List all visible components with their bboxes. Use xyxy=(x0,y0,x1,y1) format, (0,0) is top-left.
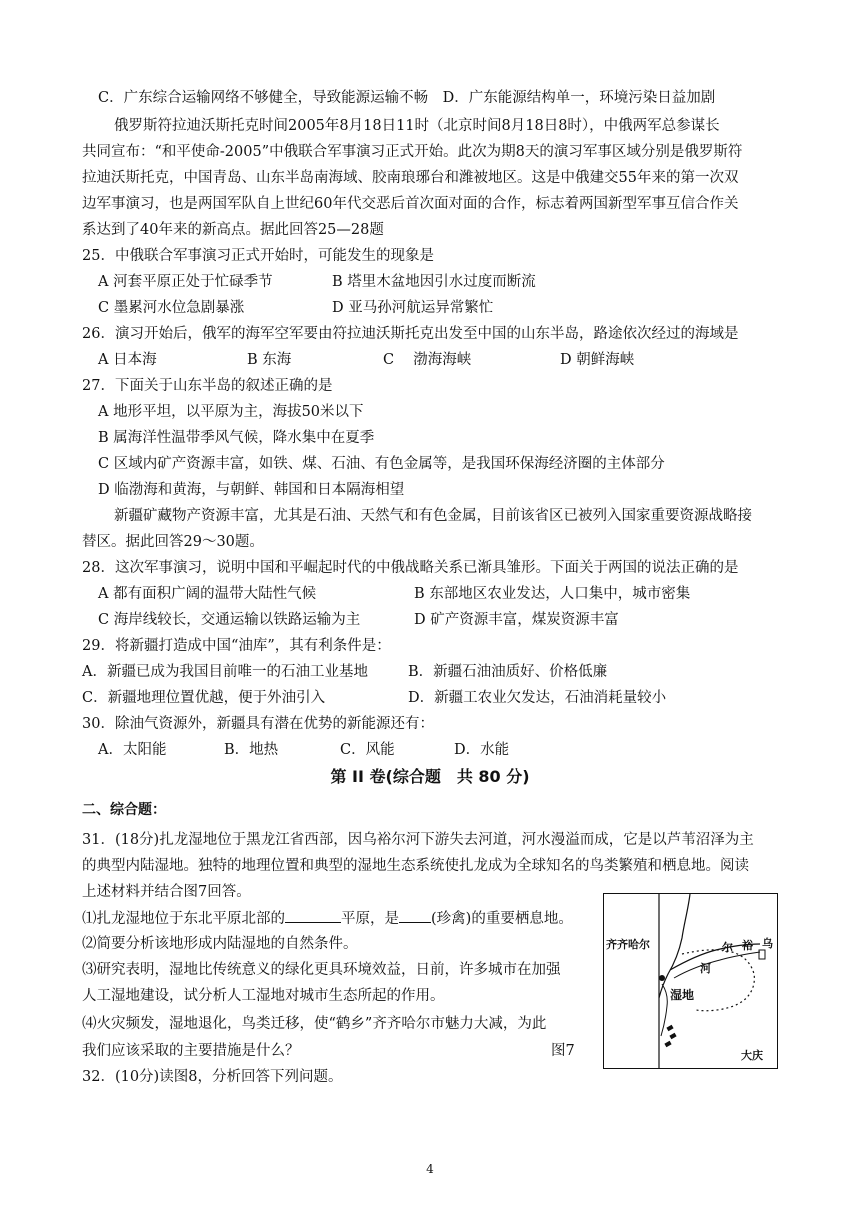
question-32: 32．(10分)读图8，分析回答下列问题。 xyxy=(82,1069,343,1085)
q28-option-d: D 矿产资源丰富，煤炭资源丰富 xyxy=(414,612,619,628)
q31-stem-line-2: 的典型内陆湿地。独特的地理位置和典型的湿地生态系统使扎龙成为全球知名的鸟类繁殖和栖息地。阅读 xyxy=(82,858,749,874)
q29-option-a: A．新疆已成为我国目前唯一的石油工业基地 xyxy=(82,664,368,680)
question-26: 26．演习开始后，俄军的海军空军要由符拉迪沃斯托克出发至中国的山东半岛，路途依次经过的海域是 xyxy=(82,326,739,342)
q25-option-d: D 亚马孙河航运异常繁忙 xyxy=(332,300,494,316)
q26-option-b: B 东海 xyxy=(247,352,292,368)
wuyuer-river-south-bank xyxy=(674,952,760,978)
lake-mark-2 xyxy=(669,1033,676,1039)
q28-option-c: C 海岸线较长，交通运输以铁路运输为主 xyxy=(98,612,361,628)
q29-option-b: B．新疆石油油质好、价格低廉 xyxy=(408,664,608,680)
question-25: 25．中俄联合军事演习正式开始时，可能发生的现象是 xyxy=(82,248,434,264)
map-label-river-he: 河 xyxy=(700,962,711,975)
page-number: 4 xyxy=(426,1162,434,1176)
map-label-daqing: 大庆 xyxy=(741,1049,763,1062)
q24-options-cd: C．广东综合运输网络不够健全，导致能源运输不畅 D．广东能源结构单一，环境污染日益加剧 xyxy=(98,90,716,106)
river-branch xyxy=(661,984,667,1036)
part-2-heading: 二、综合题： xyxy=(82,802,166,818)
section-ii-title: 第 II 卷(综合题 共 80 分) xyxy=(330,767,530,786)
passage-2-line-1: 新疆矿藏物产资源丰富，尤其是石油、天然气和有色金属，目前该省区已被列入国家重要资源战略接 xyxy=(114,508,752,524)
lake-mark-1 xyxy=(666,1025,673,1031)
q27-option-c: C 区域内矿产资源丰富，如铁、煤、石油、有色金属等，是我国环保海经济圈的主体部分 xyxy=(98,456,665,472)
passage-1-line-3: 拉迪沃斯托克，中国青岛、山东半岛南海域、胶南琅琊台和潍被地区。这是中俄建交55年来的第一次双 xyxy=(82,170,739,186)
answer-blank-plain[interactable] xyxy=(285,908,341,923)
q31-s1-text-a: ⑴扎龙湿地位于东北平原北部的 xyxy=(82,911,285,927)
q31-subquestion-1 xyxy=(82,908,573,929)
figure-7-map xyxy=(603,893,778,1069)
q31-subquestion-3-line-2: 人工湿地建设，试分析人工湿地对城市生态所起的作用。 xyxy=(82,988,445,1004)
q29-option-d: D．新疆工农业欠发达，石油消耗量较小 xyxy=(408,690,667,706)
q28-option-a: A 都有面积广阔的温带大陆性气候 xyxy=(98,586,317,602)
question-27: 27．下面关于山东半岛的叙述正确的是 xyxy=(82,378,333,394)
passage-1-line-2: 共同宣布：“和平使命-2005”中俄联合军事演习正式开始。此次为期8天的演习军事区域分别是俄罗斯符 xyxy=(82,144,743,160)
map-label-river-yu: 裕 xyxy=(742,939,753,952)
q31-stem-line-1: 31．(18分)扎龙湿地位于黑龙江省西部，因乌裕尔河下游失去河道，河水漫溢而成，它是以芦苇沼泽为主 xyxy=(82,832,754,848)
q25-option-a: A 河套平原正处于忙碌季节 xyxy=(98,274,273,290)
q30-option-a: A．太阳能 xyxy=(98,742,167,758)
qiqihar-city-dot xyxy=(659,975,665,981)
figure-7-caption: 图7 xyxy=(551,1043,575,1059)
q27-option-b: B 属海洋性温带季风气候，降水集中在夏季 xyxy=(98,430,375,446)
passage-1-line-1: 俄罗斯符拉迪沃斯托克时间2005年8月18日11时（北京时间8月18日8时），中俄两军总参谋长 xyxy=(114,118,720,134)
q26-option-c: C 渤海海峡 xyxy=(383,352,472,368)
lake-mark-3 xyxy=(664,1041,671,1047)
question-28: 28．这次军事演习，说明中国和平崛起时代的中俄战略关系已渐具雏形。下面关于两国的说法正确的是 xyxy=(82,560,739,576)
answer-blank-bird[interactable] xyxy=(399,908,431,923)
map-label-river-er: 尔 xyxy=(722,941,733,954)
q28-option-b: B 东部地区农业发达，人口集中，城市密集 xyxy=(414,586,691,602)
q30-option-c: C．风能 xyxy=(340,742,395,758)
river-source-mark xyxy=(759,950,765,959)
question-29: 29．将新疆打造成中国“油库”，其有利条件是： xyxy=(82,638,391,654)
q31-stem-line-3: 上述材料并结合图7回答。 xyxy=(82,884,251,900)
map-drawing xyxy=(604,894,777,1068)
passage-1-line-4: 边军事演习，也是两国军队自上世纪60年代交恶后首次面对面的合作，标志着两国新型军事互信合作关 xyxy=(82,196,739,212)
q30-option-d: D．水能 xyxy=(454,742,510,758)
q30-option-b: B．地热 xyxy=(224,742,279,758)
q27-option-d: D 临渤海和黄海，与朝鲜、韩国和日本隔海相望 xyxy=(98,482,405,498)
passage-2-line-2: 替区。据此回答29～30题。 xyxy=(82,534,264,550)
q26-option-a: A 日本海 xyxy=(98,352,157,368)
q31-s1-text-b: 平原，是 xyxy=(341,911,399,927)
nen-river xyxy=(659,894,690,998)
map-label-wetland: 湿地 xyxy=(670,988,695,1002)
q27-option-a: A 地形平坦，以平原为主，海拔50米以下 xyxy=(98,404,364,420)
q31-s1-text-c: (珍禽)的重要栖息地。 xyxy=(431,911,573,927)
q26-option-d: D 朝鲜海峡 xyxy=(560,352,635,368)
question-30: 30．除油气资源外，新疆具有潜在优势的新能源还有： xyxy=(82,716,434,732)
q31-subquestion-4-line-2: 我们应该采取的主要措施是什么？ xyxy=(82,1043,300,1059)
q31-subquestion-3-line-1: ⑶研究表明，湿地比传统意义的绿化更具环境效益，日前，许多城市在加强 xyxy=(82,962,561,978)
q25-option-c: C 墨累河水位急剧暴涨 xyxy=(98,300,245,316)
passage-1-line-5: 系达到了40年来的新高点。据此回答25—28题 xyxy=(82,222,384,238)
q31-subquestion-4-line-1: ⑷火灾频发，湿地退化，鸟类迁移，使“鹤乡”齐齐哈尔市魅力大减，为此 xyxy=(82,1016,547,1032)
map-label-qiqihar: 齐齐哈尔 xyxy=(606,938,650,951)
q29-option-c: C．新疆地理位置优越，便于外油引入 xyxy=(82,690,326,706)
map-label-river-wu: 乌 xyxy=(762,937,773,950)
q25-option-b: B 塔里木盆地因引水过度而断流 xyxy=(332,274,536,290)
q31-subquestion-2: ⑵简要分析该地形成内陆湿地的自然条件。 xyxy=(82,936,358,952)
